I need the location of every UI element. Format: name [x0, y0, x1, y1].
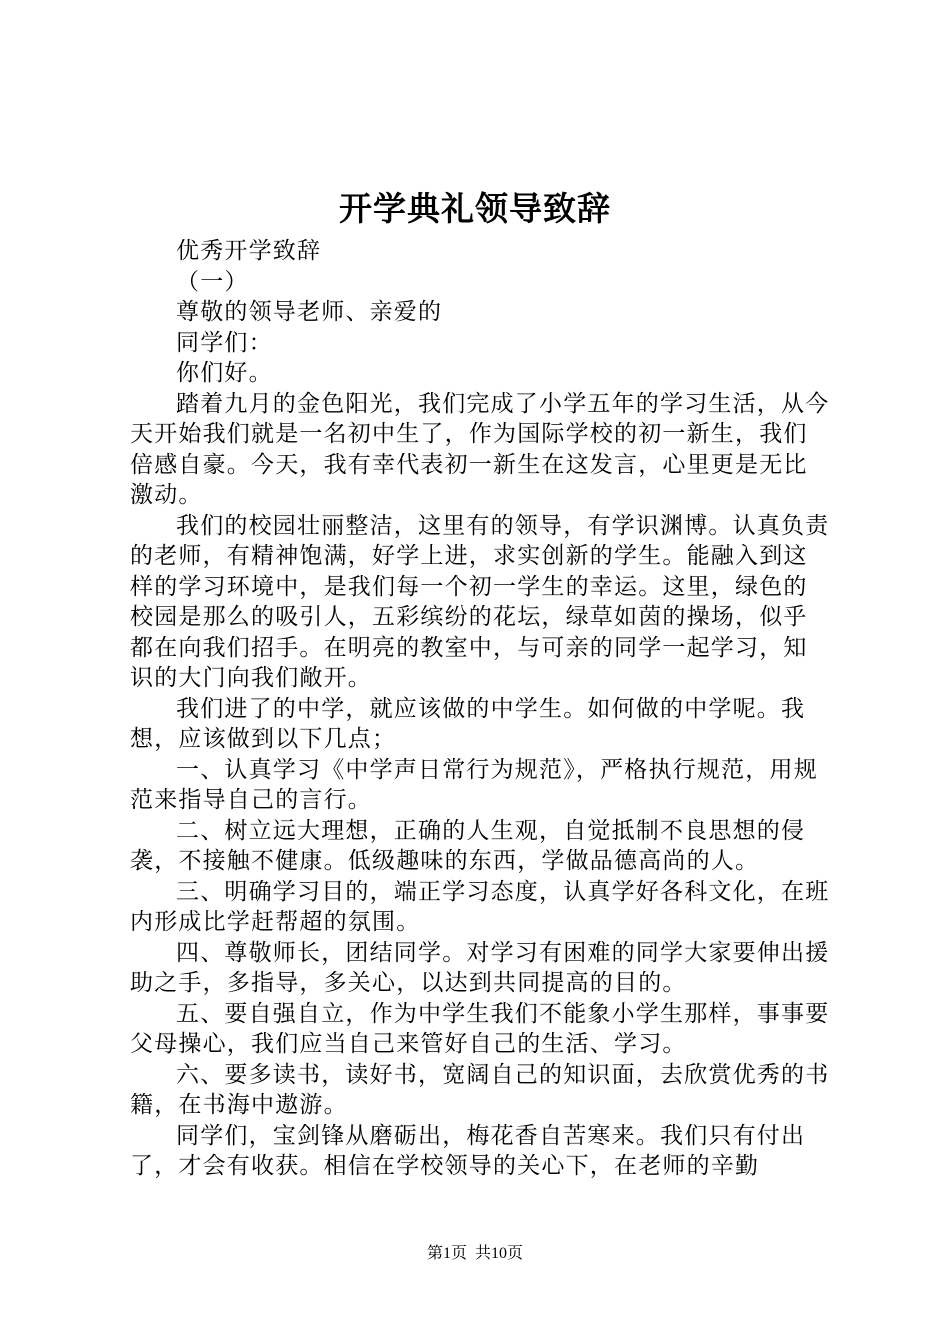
paragraph: 你们好。: [176, 360, 273, 386]
paragraph: 四、尊敬师长，团结同学。对学习有困难的同学大家要伸出援助之手，多指导，多关心，以达到共同提高的目的。: [130, 939, 830, 996]
paragraph: 优秀开学致辞: [176, 238, 322, 264]
paragraph: 二、树立远大理想，正确的人生观，自觉抵制不良思想的侵袭，不接触不健康。低级趣味的东西，学做品德高尚的人。: [130, 817, 806, 874]
paragraph: 三、明确学习目的，端正学习态度，认真学好各科文化，在班内形成比学赶帮超的氛围。: [130, 878, 830, 935]
page-footer: [0, 1243, 950, 1265]
paragraph: 尊敬的领导老师、亲爱的: [176, 299, 443, 325]
paragraph: 同学们，宝剑锋从磨砺出，梅花香自苦寒来。我们只有付出了，才会有收获。相信在学校领导的关心下，在老师的辛勤: [130, 1122, 806, 1179]
paragraph: （一）: [176, 268, 249, 295]
paragraph: 一、认真学习《中学声日常行为规范》，严格执行规范，用规范来指导自己的言行。: [130, 756, 818, 813]
paragraph: 我们的校园壮丽整洁，这里有的领导，有学识渊博。认真负责的老师，有精神饱满，好学上进，求实创新的学生。能融入到这样的学习环境中，是我们每一个初一学生的幸运。这里，绿色的校园是那么的吸引人，五彩缤纷的花坛，绿草如茵的操场，似乎都在向我们招手。在明亮的教室中，与可亲的同学一起学习，知识的大门向我们敞开。: [130, 512, 830, 691]
paragraph: 踏着九月的金色阳光，我们完成了小学五年的学习生活，从今天开始我们就是一名初中生了，作为国际学校的初一新生，我们倍感自豪。今天，我有幸代表初一新生在这发言，心里更是无比激动。: [130, 390, 830, 508]
document-body: [130, 236, 830, 1182]
paragraph: 同学们：: [176, 329, 273, 356]
document-title: 开学典礼领导致辞: [339, 189, 611, 228]
page-number: 第1页: [426, 1245, 467, 1262]
page-total: 共10页: [475, 1245, 524, 1262]
paragraph: 五、要自强自立，作为中学生我们不能象小学生那样，事事要父母操心，我们应当自己来管好自己的生活、学习。: [130, 1000, 830, 1057]
paragraph: 六、要多读书，读好书，宽阔自己的知识面，去欣赏优秀的书籍，在书海中遨游。: [130, 1061, 830, 1118]
paragraph: 我们进了的中学，就应该做的中学生。如何做的中学呢。我想，应该做到以下几点；: [130, 695, 806, 752]
